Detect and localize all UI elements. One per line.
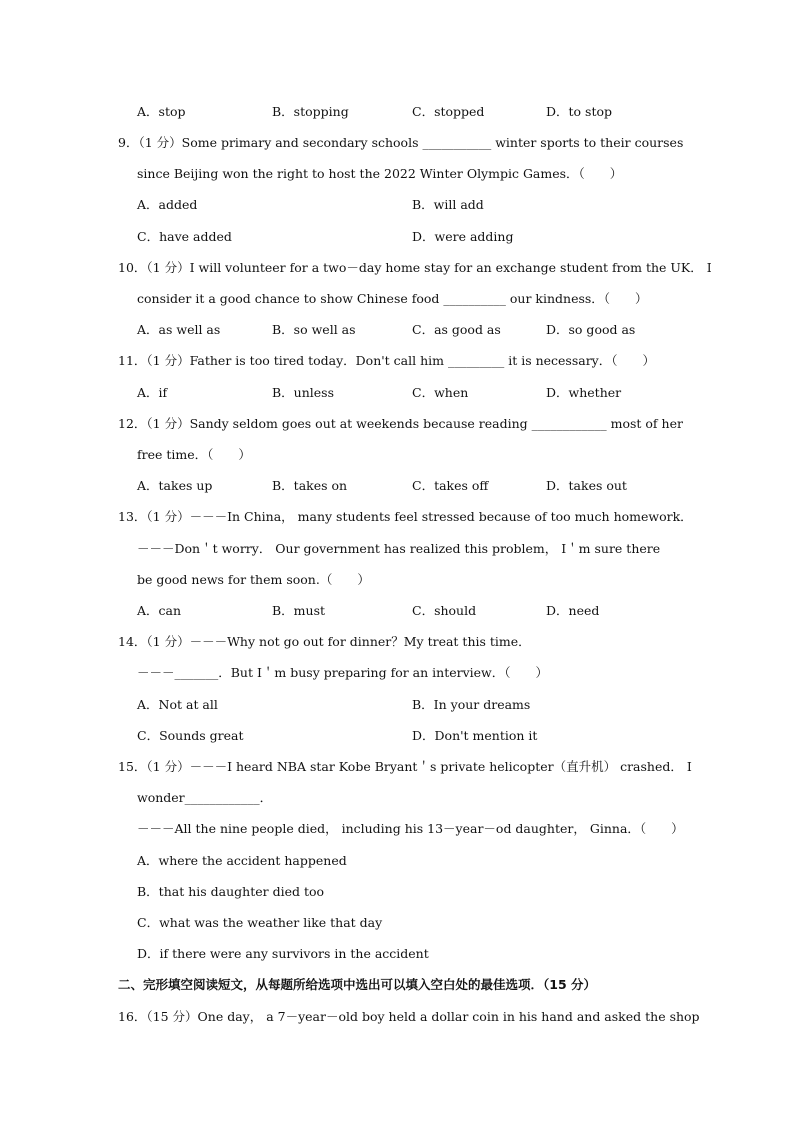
- q13-option-c[interactable]: C．should: [412, 603, 477, 618]
- q11-option-c[interactable]: C．when: [412, 385, 469, 400]
- q10-option-c[interactable]: C．as good as: [412, 322, 501, 337]
- q9-option-d[interactable]: D．were adding: [412, 229, 514, 244]
- q15-option-c[interactable]: C．what was the weather like that day: [137, 915, 383, 930]
- q9-option-c[interactable]: C．have added: [137, 229, 232, 244]
- q11-option-a[interactable]: A．if: [137, 385, 168, 400]
- q9-option-b[interactable]: B．will add: [412, 197, 484, 212]
- q12-stem-line1: 12．（1 分）Sandy seldom goes out at weekends because reading ____________ most of her: [118, 416, 683, 431]
- q13-stem-line3: be good news for them soon.（ ）: [137, 572, 370, 587]
- q10-option-b[interactable]: B．so well as: [272, 322, 356, 337]
- q13-stem-line2: －－－Don＇t worry． Our government has realized this problem， I＇m sure there: [137, 541, 661, 556]
- q12-option-b[interactable]: B．takes on: [272, 478, 348, 493]
- q13-option-a[interactable]: A．can: [137, 603, 182, 618]
- q14-stem-line2: －－－_______．But I＇m busy preparing for an interview．（ ）: [137, 665, 549, 680]
- q12-option-d[interactable]: D．takes out: [546, 478, 627, 493]
- q15-option-d[interactable]: D．if there were any survivors in the accident: [137, 946, 429, 961]
- q9-option-a[interactable]: A．added: [137, 197, 198, 212]
- q8-option-a[interactable]: A．stop: [137, 104, 186, 119]
- q14-stem-line1: 14．（1 分）－－－Why not go out for dinner？My treat this time．: [118, 634, 531, 649]
- q9-stem-line1: 9．（1 分）Some primary and secondary schools ___________ winter sports to their courses: [118, 135, 684, 150]
- q11-stem-line1: 11．（1 分）Father is too tired today．Don't call him _________ it is necessary．（ ）: [118, 353, 655, 368]
- q11-option-b[interactable]: B．unless: [272, 385, 335, 400]
- q13-stem-line1: 13．（1 分）－－－In China， many students feel stressed because of too much homework．: [118, 509, 693, 524]
- q8-option-b[interactable]: B．stopping: [272, 104, 349, 119]
- q15-stem-line3: －－－All the nine people died， including his 13－year－od daughter， Ginna．（ ）: [137, 821, 684, 836]
- q10-stem-line1: 10．（1 分）I will volunteer for a two－day home stay for an exchange student from the UK． I: [118, 260, 712, 275]
- q12-option-c[interactable]: C．takes off: [412, 478, 489, 493]
- q12-stem-line2: free time．（ ）: [137, 447, 251, 462]
- q15-option-a[interactable]: A．where the accident happened: [137, 853, 347, 868]
- q8-option-d[interactable]: D．to stop: [546, 104, 613, 119]
- q14-option-d[interactable]: D．Don't mention it: [412, 728, 538, 743]
- q14-option-a[interactable]: A．Not at all: [137, 697, 218, 712]
- q10-option-d[interactable]: D．so good as: [546, 322, 636, 337]
- q8-option-c[interactable]: C．stopped: [412, 104, 485, 119]
- q10-option-a[interactable]: A．as well as: [137, 322, 221, 337]
- q14-option-b[interactable]: B．In your dreams: [412, 697, 531, 712]
- q16-stem-line1: 16．（15 分）One day， a 7－year－old boy held a dollar coin in his hand and asked the shop: [118, 1009, 700, 1024]
- q15-stem-line1: 15．（1 分）－－－I heard NBA star Kobe Bryant＇s private helicopter（直升机） crashed． I: [118, 759, 692, 774]
- section-2-heading: 二、完形填空阅读短文，从每题所给选项中选出可以填入空白处的最佳选项．（15 分）: [118, 977, 596, 992]
- q15-stem-line2: wonder____________．: [137, 790, 273, 805]
- q13-option-b[interactable]: B．must: [272, 603, 326, 618]
- q9-stem-line2: since Beijing won the right to host the 2022 Winter Olympic Games．（ ）: [137, 166, 623, 181]
- q14-option-c[interactable]: C．Sounds great: [137, 728, 244, 743]
- q11-option-d[interactable]: D．whether: [546, 385, 622, 400]
- q12-option-a[interactable]: A．takes up: [137, 478, 213, 493]
- q10-stem-line2: consider it a good chance to show Chinese food __________ our kindness．（ ）: [137, 291, 648, 306]
- q13-option-d[interactable]: D．need: [546, 603, 600, 618]
- q15-option-b[interactable]: B．that his daughter died too: [137, 884, 325, 899]
